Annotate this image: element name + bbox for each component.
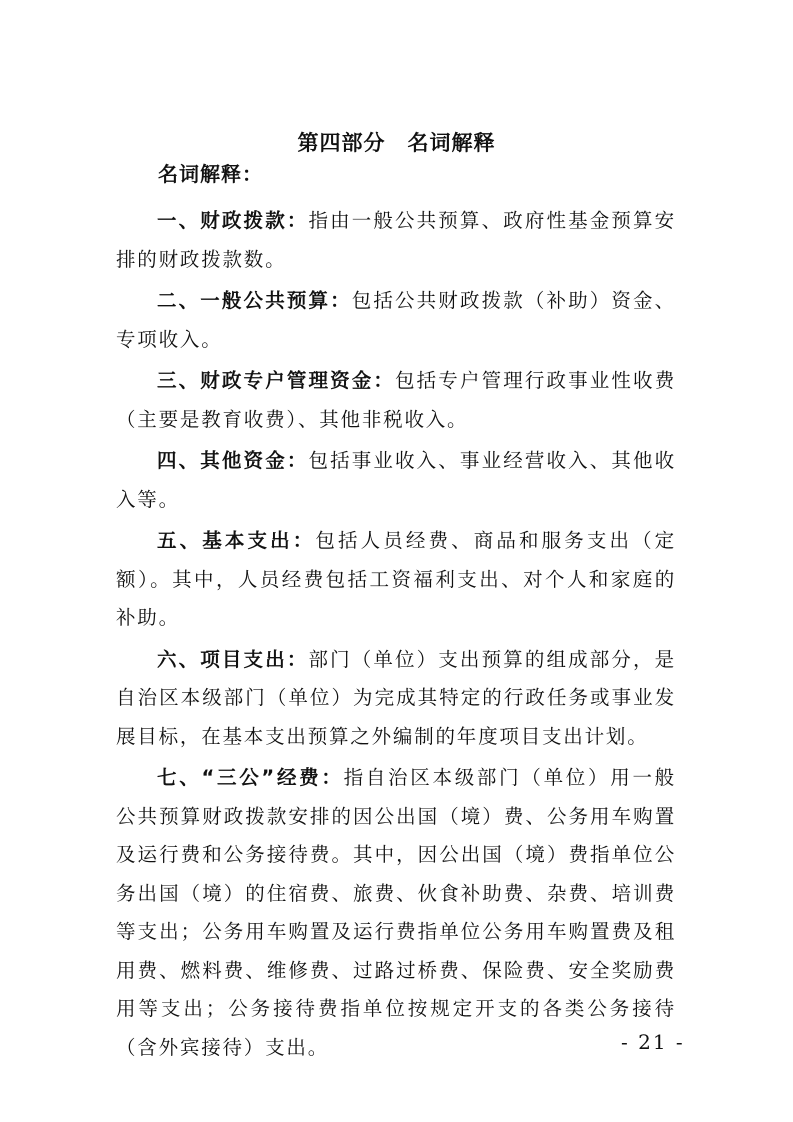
definition-item: [116, 362, 676, 439]
definition-term: 二、一般公共预算：: [157, 289, 352, 312]
definition-item: [116, 442, 676, 519]
definition-term: 一、财政拨款：: [157, 209, 309, 232]
definition-item: [116, 282, 676, 359]
definition-text: 指自治区本级部门（单位）用一般公共预算财政拨款安排的因公出国（境）费、公务用车购置及运行费和公务接待费。其中，因公出国（境）费指单位公务出国（境）的住宿费、旅费、伙食补助费、杂费、培训费等支出；公务用车购置及运行费指单位公务用车购置费及租用费、燃料费、维修费、过路过桥费、保险费、安全奖励费用等支出；公务接待费指单位按规定开支的各类公务接待（含外宾接待）支出。: [116, 766, 676, 1059]
definition-item: [116, 759, 676, 1067]
definition-text: 包括人员经费、商品和服务支出（定额）。其中，人员经费包括工资福利支出、对个人和家庭的补助。: [116, 529, 676, 629]
definition-text: 包括专户管理行政事业性收费（主要是教育收费）、其他非税收入。: [116, 369, 676, 431]
definition-text: 包括公共财政拨款（补助）资金、专项收入。: [116, 289, 676, 351]
definition-term: 五、基本支出：: [157, 529, 316, 552]
definition-item: [116, 522, 676, 638]
definition-text: 部门（单位）支出预算的组成部分，是自治区本级部门（单位）为完成其特定的行政任务或事业发展目标，在基本支出预算之外编制的年度项目支出计划。: [116, 647, 676, 748]
page-title: [0, 127, 793, 157]
definitions-list: [116, 202, 676, 1067]
title-part: 第四部分: [297, 131, 386, 155]
definition-item: [116, 641, 676, 757]
title-text: 名词解释: [407, 131, 496, 155]
definition-term: 七、“三公”经费：: [157, 766, 344, 789]
definition-term: 六、项目支出：: [157, 647, 309, 671]
section-subheading: 名词解释：: [158, 162, 263, 186]
page-number: - 21 -: [621, 1030, 685, 1054]
definition-text: 包括事业收入、事业经营收入、其他收入等。: [116, 449, 676, 511]
definition-term: 四、其他资金：: [157, 449, 309, 472]
definition-item: [116, 202, 676, 279]
definition-term: 三、财政专户管理资金：: [157, 369, 396, 392]
definition-text: 指由一般公共预算、政府性基金预算安排的财政拨款数。: [116, 209, 676, 271]
